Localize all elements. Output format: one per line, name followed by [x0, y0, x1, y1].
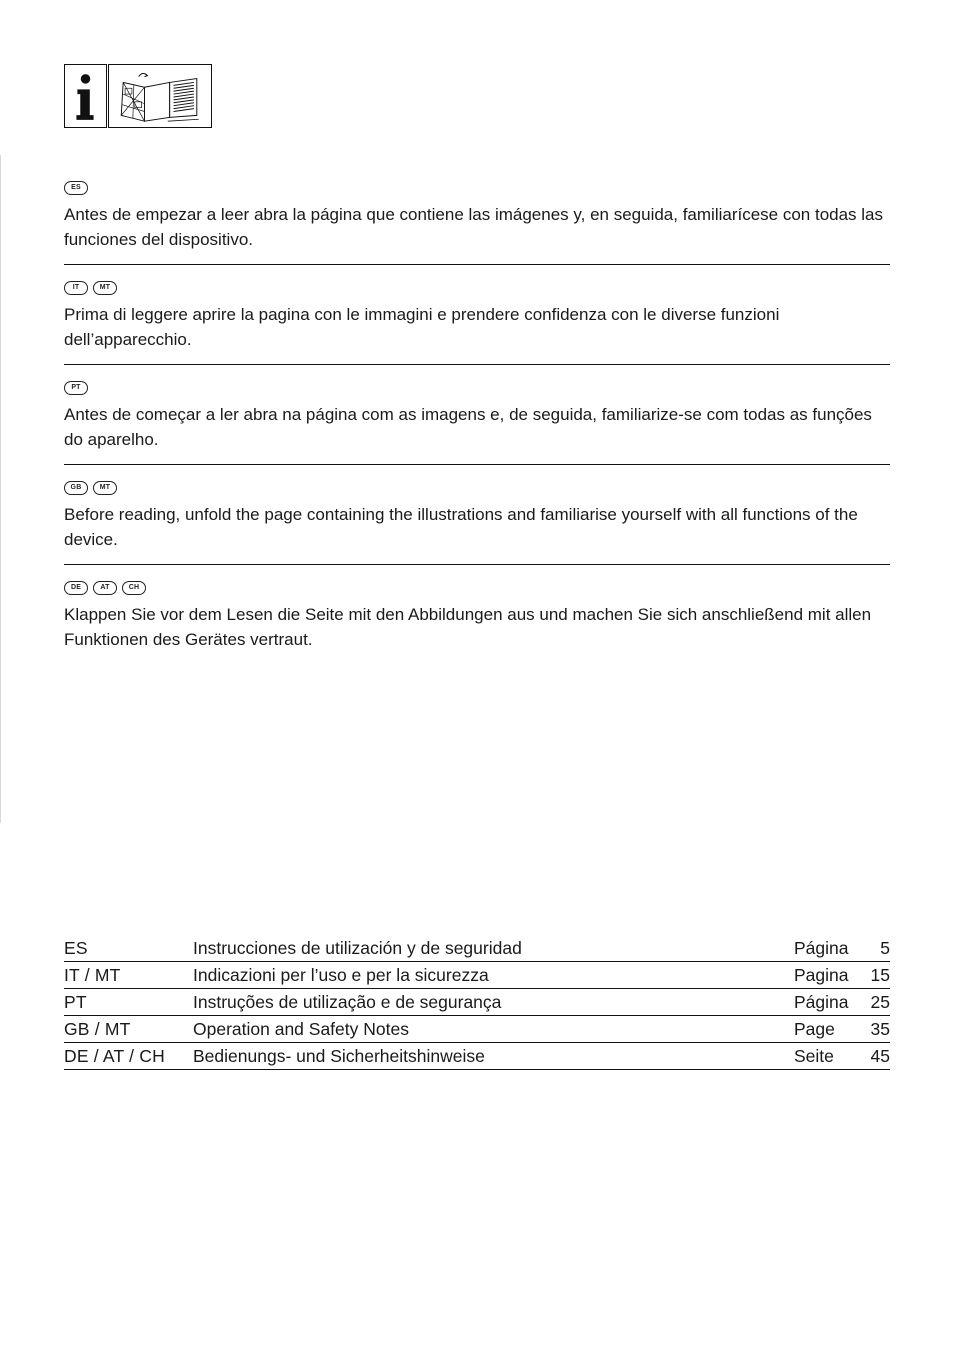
lang-badge-mt: MT [93, 281, 117, 295]
instruction-text: Prima di leggere aprire la pagina con le immagini e prendere confidenza con le diverse funzioni dell’apparecchio. [64, 305, 780, 349]
lang-badge-pt: PT [64, 381, 88, 395]
lang-section-de-at-ch [64, 578, 890, 664]
toc-row[interactable] [64, 1043, 890, 1070]
lang-badges [64, 478, 890, 498]
lang-badge-at: AT [93, 581, 117, 595]
lang-badges [64, 378, 890, 398]
lang-badges [64, 578, 890, 598]
toc-page-number: 25 [870, 991, 890, 1012]
toc-page-number: 15 [870, 964, 890, 985]
margin-rule [0, 155, 1, 823]
toc-page-word: Página [794, 937, 849, 958]
lang-section-es [64, 178, 890, 265]
instruction-text: Before reading, unfold the page containing the illustrations and familiarise yourself with all functions of the device. [64, 505, 858, 549]
toc-page-number: 45 [870, 1045, 890, 1066]
toc-lang-code: IT / MT [64, 964, 121, 985]
lang-badges [64, 178, 890, 198]
toc-title: Operation and Safety Notes [193, 1018, 409, 1039]
toc-row[interactable] [64, 1016, 890, 1043]
lang-badge-gb: GB [64, 481, 88, 495]
lang-section-gb-mt [64, 478, 890, 565]
lang-section-pt [64, 378, 890, 465]
toc-lang-code: ES [64, 937, 88, 958]
lang-badge-ch: CH [122, 581, 146, 595]
toc-title: Instruções de utilização e de segurança [193, 991, 502, 1012]
toc-lang-code: GB / MT [64, 1018, 131, 1039]
lang-section-it-mt [64, 278, 890, 365]
toc-page-number: 5 [880, 937, 890, 958]
toc-row[interactable] [64, 989, 890, 1016]
lang-badge-de: DE [64, 581, 88, 595]
toc-row[interactable] [64, 962, 890, 989]
toc-page-word: Pagina [794, 964, 849, 985]
toc-lang-code: PT [64, 991, 87, 1012]
table-of-contents [64, 935, 890, 1070]
instruction-text: Antes de empezar a leer abra la página que contiene las imágenes y, en seguida, familiarícese con todas las funciones del dispositivo. [64, 205, 884, 249]
info-icon [64, 64, 107, 128]
lang-badge-it: IT [64, 281, 88, 295]
toc-page-number: 35 [870, 1018, 890, 1039]
fold-out-page-icon [108, 64, 212, 128]
toc-row[interactable] [64, 935, 890, 962]
toc-lang-code: DE / AT / CH [64, 1045, 165, 1066]
lang-badge-es: ES [64, 181, 88, 195]
lang-badge-mt: MT [93, 481, 117, 495]
toc-title: Instrucciones de utilización y de seguridad [193, 937, 522, 958]
toc-title: Indicazioni per l’uso e per la sicurezza [193, 964, 489, 985]
toc-title: Bedienungs- und Sicherheitshinweise [193, 1045, 485, 1066]
toc-page-word: Página [794, 991, 849, 1012]
instruction-text: Klappen Sie vor dem Lesen die Seite mit den Abbildungen aus und machen Sie sich anschließend mit allen Funktionen des Gerätes vertraut. [64, 605, 872, 649]
toc-page-word: Seite [794, 1045, 834, 1066]
toc-page-word: Page [794, 1018, 835, 1039]
instruction-text: Antes de começar a ler abra na página com as imagens e, de seguida, familiarize-se com todas as funções do aparelho. [64, 405, 872, 449]
lang-badges [64, 278, 890, 298]
